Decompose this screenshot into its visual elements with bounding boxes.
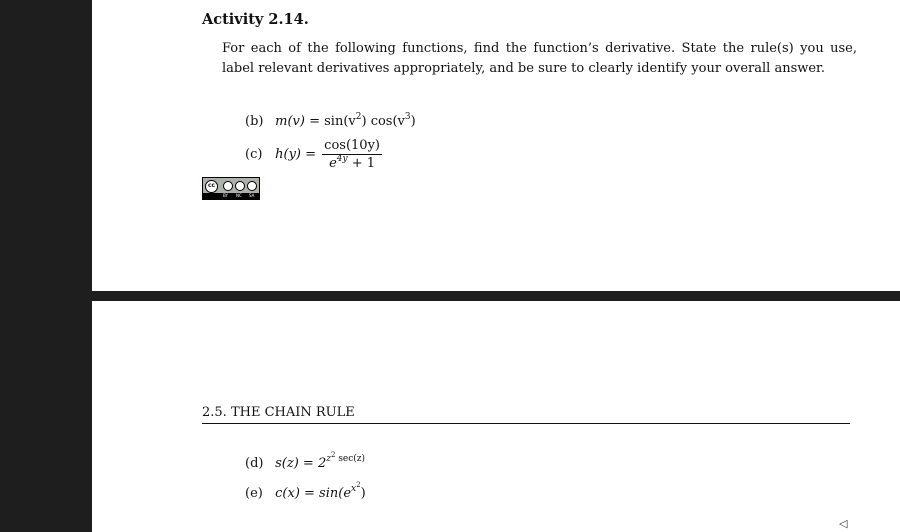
item-exponent: z2 sec(z) (326, 451, 366, 464)
activity-instructions: For each of the following functions, find the function’s derivative. State the rule(s) you use, label relevant derivatives appropriately, and be sure to clearly identify your overall answer. (222, 41, 857, 76)
fraction-denominator: $e^{4y} + 1$ (329, 154, 376, 171)
badge-sa: SA (249, 193, 255, 198)
noncommercial-icon (235, 181, 245, 191)
cc-icon: cc (205, 180, 218, 193)
page-nav-arrow-icon[interactable]: ◁ (839, 517, 848, 530)
section-header: 2.5. THE CHAIN RULE (202, 405, 850, 424)
item-end: ) (360, 486, 366, 501)
activity-title: Activity 2.14. (202, 11, 309, 28)
item-d (245, 451, 366, 471)
item-label: (c) (245, 147, 263, 162)
item-end: ) (410, 114, 416, 129)
item-label: (d) (245, 456, 264, 471)
fraction (322, 138, 382, 171)
item-exp1: 2 (355, 112, 362, 122)
item-fn1: sin(v (324, 114, 356, 129)
item-b (245, 114, 416, 129)
item-lhs: c(x) = sin(e (275, 486, 352, 501)
item-c (245, 138, 382, 171)
badge-nc: NC (236, 193, 242, 198)
attribution-icon (223, 181, 233, 191)
item-e (245, 481, 366, 501)
item-exp2: 3 (404, 112, 411, 122)
item-exponent: x2 (351, 481, 361, 494)
page-break (92, 291, 900, 301)
item-label: (b) (245, 114, 264, 129)
item-label: (e) (245, 486, 263, 501)
sharealike-icon (247, 181, 257, 191)
item-lhs: m(v) = (275, 114, 320, 129)
cc-license-badge (202, 177, 260, 200)
item-lhs: s(z) = 2 (275, 456, 327, 471)
viewer-gutter (0, 0, 92, 532)
badge-by: BY (223, 193, 228, 198)
item-lhs: h(y) = (275, 147, 317, 162)
fraction-numerator: cos(10y) (324, 138, 380, 153)
item-mid: ) cos(v (361, 114, 405, 129)
